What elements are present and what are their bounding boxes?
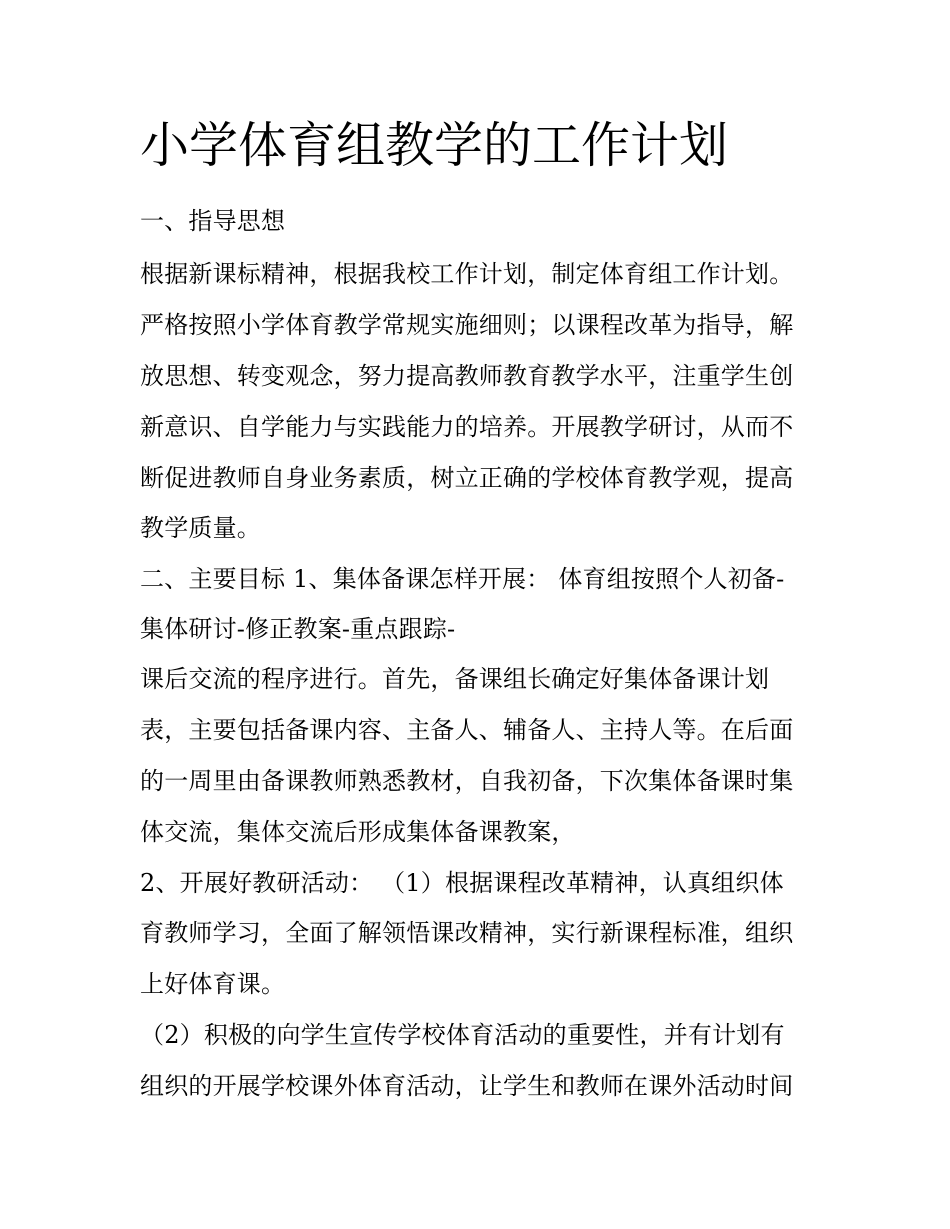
paragraph-line: 放思想、转变观念，努力提高教师教育教学水平，注重学生创 (140, 362, 794, 390)
paragraph-line: 体交流，集体交流后形成集体备课教案， (140, 818, 576, 846)
paragraph-line: （2）积极的向学生宣传学校体育活动的重要性，并有计划有 (140, 1021, 785, 1049)
paragraph-line: 2、开展好教研活动： （1）根据课程改革精神，认真组织体 (140, 869, 784, 897)
section-heading-guiding-thought: 一、指导思想 (140, 207, 286, 235)
paragraph-line: 的一周里由备课教师熟悉教材，自我初备，下次集体备课时集 (140, 767, 794, 795)
paragraph-line: 表，主要包括备课内容、主备人、辅备人、主持人等。在后面 (140, 716, 794, 744)
paragraph-line: 严格按照小学体育教学常规实施细则；以课程改革为指导，解 (140, 311, 794, 339)
paragraph-line: 根据新课标精神，根据我校工作计划，制定体育组工作计划。 (140, 260, 794, 288)
paragraph-line: 组织的开展学校课外体育活动，让学生和教师在课外活动时间 (140, 1072, 794, 1100)
paragraph-line: 育教师学习，全面了解领悟课改精神，实行新课程标准，组织 (140, 919, 794, 947)
paragraph-line: 上好体育课。 (140, 970, 286, 998)
paragraph-line: 新意识、自学能力与实践能力的培养。开展教学研讨，从而不 (140, 413, 794, 441)
page-title: 小学体育组教学的工作计划 (140, 117, 729, 174)
section-heading-main-goals: 二、主要目标 1、集体备课怎样开展： 体育组按照个人初备- (140, 565, 785, 593)
paragraph-line: 教学质量。 (140, 514, 261, 542)
paragraph-line: 课后交流的程序进行。首先，备课组长确定好集体备课计划 (140, 665, 770, 693)
paragraph-line: 集体研讨-修正教案-重点跟踪- (140, 615, 456, 643)
paragraph-line: 断促进教师自身业务素质，树立正确的学校体育教学观，提高 (140, 464, 794, 492)
